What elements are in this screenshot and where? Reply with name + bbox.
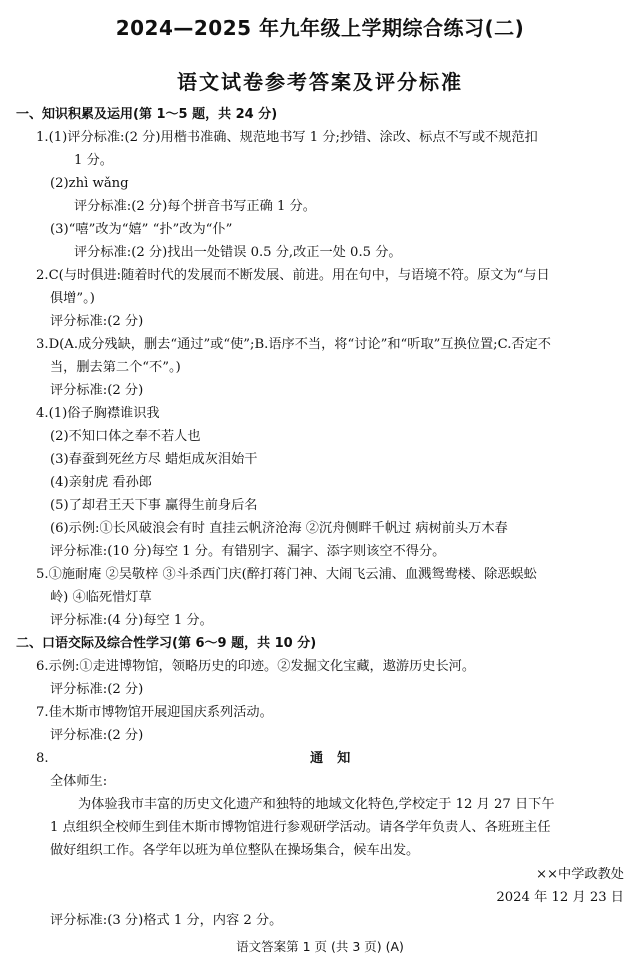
q4-3: (3)春蚕到死丝方尽 蜡炬成灰泪始干 bbox=[50, 452, 258, 467]
notice-title: 通知 bbox=[310, 751, 365, 766]
q2-scoring: 评分标准:(2 分) bbox=[50, 314, 144, 329]
q1-2-pinyin: (2)zhì wǎng bbox=[50, 176, 129, 191]
page-footer: 语文答案第 1 页 (共 3 页) (A) bbox=[236, 939, 404, 954]
q7-answer: 7.佳木斯市博物馆开展迎国庆系列活动。 bbox=[36, 705, 273, 720]
q4-5: (5)了却君王天下事 赢得生前身后名 bbox=[50, 498, 258, 513]
q1-1-line-b: 1 分。 bbox=[74, 153, 113, 168]
notice-paragraph-line-2: 1 点组织全校师生到佳木斯市博物馆进行参观研学活动。请各学年负责人、各班班主任 bbox=[50, 820, 551, 835]
q5-line-a: 5.①施耐庵 ②吴敬梓 ③斗杀西门庆(醉打蒋门神、大闹飞云浦、血溅鸳鸯楼、除恶蜈蚣 bbox=[36, 567, 537, 582]
q4-2: (2)不知口体之奉不若人也 bbox=[50, 429, 201, 444]
section-heading-2: 二、口语交际及综合性学习(第 6～9 题，共 10 分) bbox=[16, 636, 317, 651]
q4-4: (4)亲射虎 看孙郎 bbox=[50, 475, 152, 490]
q1-3-answer: (3)“嘻”改为“嬉” “扑”改为“仆” bbox=[50, 222, 233, 237]
q4-1: 4.(1)俗子胸襟谁识我 bbox=[36, 406, 160, 421]
q3-line-a: 3.D(A.成分残缺，删去“通过”或“使”;B.语序不当，将“讨论”和“听取”互换位置;C.否定不 bbox=[36, 337, 551, 352]
q6-answer: 6.示例:①走进博物馆，领略历史的印迹。②发掘文化宝藏，遨游历史长河。 bbox=[36, 659, 476, 674]
notice-date: 2024 年 12 月 23 日 bbox=[496, 890, 624, 905]
exam-subtitle: 语文试卷参考答案及评分标准 bbox=[177, 70, 463, 94]
notice-greeting: 全体师生: bbox=[50, 774, 108, 789]
q1-1-line-a: 1.(1)评分标准:(2 分)用楷书准确、规范地书写 1 分;抄错、涂改、标点不写或不规范扣 bbox=[36, 130, 538, 145]
q4-scoring: 评分标准:(10 分)每空 1 分。有错别字、漏字、添字则该空不得分。 bbox=[50, 544, 446, 559]
q1-2-scoring: 评分标准:(2 分)每个拼音书写正确 1 分。 bbox=[74, 199, 316, 214]
q3-scoring: 评分标准:(2 分) bbox=[50, 383, 144, 398]
q5-scoring: 评分标准:(4 分)每空 1 分。 bbox=[50, 613, 213, 628]
q3-line-b: 当，删去第二个“不”。) bbox=[50, 360, 181, 375]
q5-line-b: 岭) ④临死惜灯草 bbox=[50, 590, 152, 605]
q1-3-scoring: 评分标准:(2 分)找出一处错误 0.5 分,改正一处 0.5 分。 bbox=[74, 245, 402, 260]
q6-scoring: 评分标准:(2 分) bbox=[50, 682, 144, 697]
q4-6: (6)示例:①长风破浪会有时 直挂云帆济沧海 ②沉舟侧畔千帆过 病树前头万木春 bbox=[50, 521, 508, 536]
q7-scoring: 评分标准:(2 分) bbox=[50, 728, 144, 743]
notice-signature: ××中学政教处 bbox=[535, 867, 624, 882]
notice-paragraph-line-1: 为体验我市丰富的历史文化遗产和独特的地域文化特色,学校定于 12 月 27 日下午 bbox=[78, 797, 555, 812]
exam-title: 2024—2025 年九年级上学期综合练习(二) bbox=[115, 16, 525, 40]
q2-line-b: 俱增”。) bbox=[50, 291, 95, 306]
q8-scoring: 评分标准:(3 分)格式 1 分，内容 2 分。 bbox=[50, 913, 283, 928]
notice-paragraph-line-3: 做好组织工作。各学年以班为单位整队在操场集合，候车出发。 bbox=[50, 843, 420, 858]
section-heading-1: 一、知识积累及运用(第 1～5 题，共 24 分) bbox=[16, 107, 278, 122]
q8-number: 8. bbox=[36, 751, 49, 766]
q2-line-a: 2.C(与时俱进:随着时代的发展而不断发展、前进。用在句中，与语境不符。原文为“与日 bbox=[36, 268, 550, 283]
